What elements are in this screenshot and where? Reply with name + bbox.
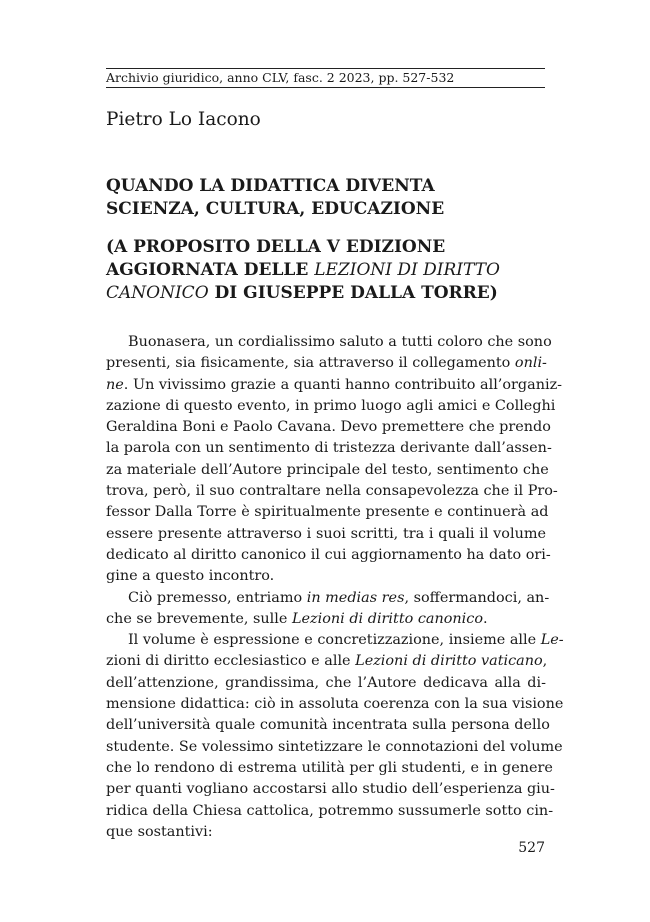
body-line: dell’attenzione, grandissima, che l’Autore dedicava alla di- — [106, 674, 546, 691]
body-line: dell’università quale comunità incentrata sulla persona dello — [106, 717, 550, 734]
body-line: za materiale dell’Autore principale del testo, sentimento che — [106, 461, 549, 478]
body-line: que sostantivi: — [106, 823, 213, 840]
body-line: essere presente attraverso i suoi scritti, tra i quali il volume — [106, 525, 546, 542]
subtitle-line-3 — [106, 282, 546, 305]
title-line-2: SCIENZA, CULTURA, EDUCAZIONE — [106, 199, 445, 219]
body-line: per quanti vogliano accostarsi allo studio dell’esperienza giu- — [106, 781, 555, 798]
journal-citation: Archivio giuridico, anno CLV, fasc. 2 2023, pp. 527-532 — [106, 70, 455, 85]
body-line: trova, però, il suo contraltare nella consapevolezza che il Pro- — [106, 483, 558, 500]
title-line-1: QUANDO LA DIDATTICA DIVENTA — [106, 176, 435, 196]
subtitle-line-2 — [106, 259, 546, 282]
body-line: ridica della Chiesa cattolica, potremmo sussumerle sotto cin- — [106, 802, 554, 819]
body-line: Ciò premesso, entriamo in medias res, soffermandoci, an- — [128, 589, 550, 606]
body-line: presenti, sia fisicamente, sia attraverso il collegamento onli- — [106, 355, 547, 372]
body-line: la parola con un sentimento di tristezza derivante dall’assen- — [106, 440, 552, 457]
body-line: Buonasera, un cordialissimo saluto a tutti coloro che sono — [128, 334, 552, 350]
body-line: che se brevemente, sulle Lezioni di diritto canonico. — [106, 610, 488, 627]
body-line: Geraldina Boni e Paolo Cavana. Devo premettere che prendo — [106, 419, 551, 436]
body-line: studente. Se volessimo sintetizzare le connotazioni del volume — [106, 738, 563, 755]
body-line: Il volume è espressione e concretizzazione, insieme alle Le- — [128, 632, 564, 649]
body-line: dedicato al diritto canonico il cui aggiornamento ha dato ori- — [106, 546, 551, 563]
body-line: mensione didattica: ciò in assoluta coerenza con la sua visione — [106, 696, 564, 713]
subtitle-line-1: (A PROPOSITO DELLA V EDIZIONE — [106, 237, 446, 257]
subtitle-text: AGGIORNATA DELLE — [106, 260, 315, 280]
subtitle-text: DI GIUSEPPE DALLA TORRE) — [208, 283, 498, 303]
body-line: che lo rendono di estrema utilità per gli studenti, e in genere — [106, 759, 553, 776]
page-number: 527 — [518, 840, 545, 856]
article-body — [106, 332, 564, 843]
author-name: Pietro Lo Iacono — [106, 109, 261, 130]
header-top-rule — [106, 68, 545, 69]
body-line: ne. Un vivissimo grazie a quanti hanno contribuito all’organiz- — [106, 376, 563, 393]
body-line: zioni di diritto ecclesiastico e alle Lezioni di diritto vaticano, — [106, 653, 548, 670]
body-line: gine a questo incontro. — [106, 568, 275, 585]
subtitle-italic-book-title: CANONICO — [106, 283, 209, 303]
subtitle-italic-book-title: LEZIONI DI DIRITTO — [314, 260, 500, 280]
body-line: fessor Dalla Torre è spiritualmente presente e continuerà ad — [106, 504, 549, 521]
article-subtitle — [106, 236, 546, 305]
header-bottom-rule — [106, 87, 545, 88]
body-line: zazione di questo evento, in primo luogo agli amici e Colleghi — [106, 397, 556, 414]
article-title — [106, 175, 546, 221]
